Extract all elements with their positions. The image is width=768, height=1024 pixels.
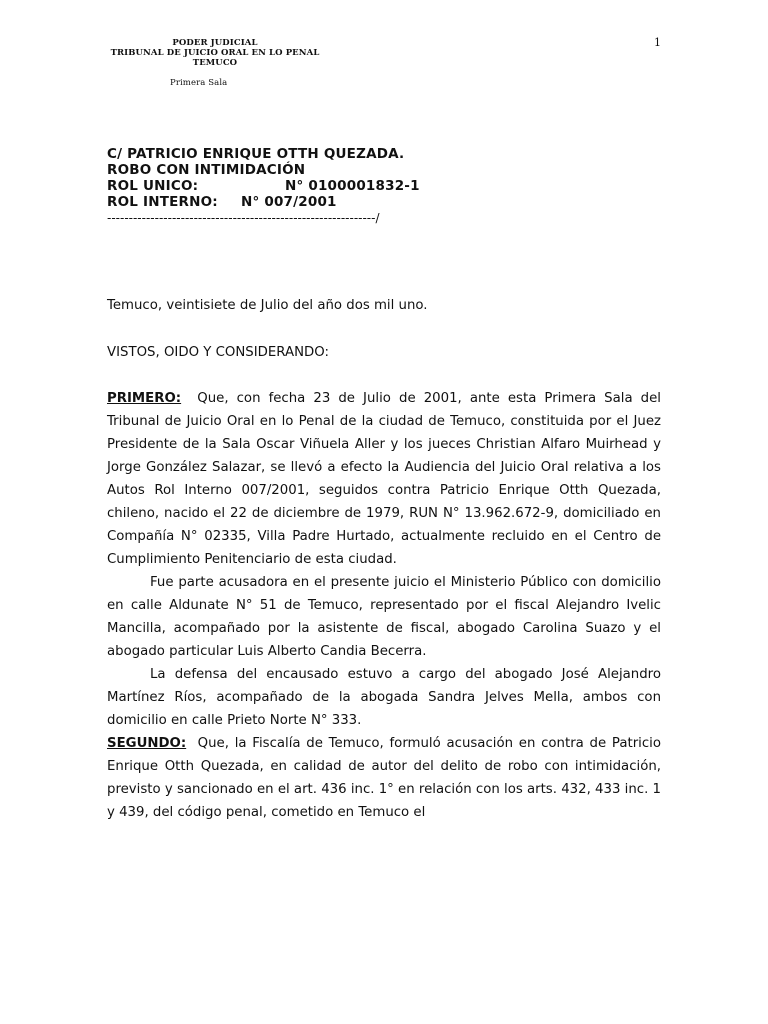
header-line-3: TEMUCO — [192, 58, 238, 68]
primero-label: PRIMERO: — [107, 391, 182, 406]
paragraph-primero — [107, 387, 661, 571]
header-line-2: TRIBUNAL DE JUICIO ORAL EN LO PENAL — [110, 48, 320, 58]
segundo-text: Que, la Fiscalía de Temuco, formuló acusación en contra de Patricio Enrique Otth Quezada, en calidad de autor del delito de robo con intimidación, previsto y sancionado en el art. 436 inc. 1° en relación con los arts. 432, 433 inc. 1 y 439, del código penal, cometido en Temuco el — [107, 736, 661, 820]
caption-rol-unico — [107, 178, 420, 194]
caption-rol-interno — [107, 194, 404, 210]
header-line-1: PODER JUDICIAL — [172, 38, 258, 48]
vistos-heading: VISTOS, OIDO Y CONSIDERANDO: — [107, 345, 330, 360]
sentence-body — [107, 387, 661, 824]
header-sala: Primera Sala — [170, 78, 228, 88]
rol-interno-label: ROL INTERNO: — [107, 194, 218, 210]
caption-crime: ROBO CON INTIMIDACIÓN — [107, 162, 306, 178]
paragraph-defensa: La defensa del encausado estuvo a cargo del abogado José Alejandro Martínez Ríos, acompañado de la abogada Sandra Jelves Mella, ambos con domicilio en calle Prieto Norte N° 333. — [107, 667, 661, 728]
date-line: Temuco, veintisiete de Julio del año dos mil uno. — [107, 298, 428, 313]
segundo-label: SEGUNDO: — [107, 736, 187, 751]
caption-separator: --------------------------------------------------------------/ — [107, 211, 380, 225]
rol-unico-label: ROL UNICO: — [107, 178, 199, 194]
page-number: 1 — [654, 36, 661, 49]
primero-text: Que, con fecha 23 de Julio de 2001, ante esta Primera Sala del Tribunal de Juicio Oral en lo Penal de la ciudad de Temuco, constituida por el Juez Presidente de la Sala Oscar Viñuela Aller y los jueces Christian Alfaro Muirhead y Jorge González Salazar, se llevó a efecto la Audiencia del Juicio Oral relativa a los Autos Rol Interno 007/2001, seguidos contra Patricio Enrique Otth Quezada, chileno, nacido el 22 de diciembre de 1979, RUN N° 13.962.672-9, domiciliado en Compañía N° 02335, Villa Padre Hurtado, actualmente recluido en el Centro de Cumplimiento Penitenciario de esta ciudad. — [107, 391, 661, 567]
rol-unico-value: N° 0100001832-1 — [285, 178, 420, 194]
caption-defendant: C/ PATRICIO ENRIQUE OTTH QUEZADA. — [107, 146, 405, 162]
paragraph-segundo — [107, 732, 661, 824]
paragraph-acusadora: Fue parte acusadora en el presente juicio el Ministerio Público con domicilio en calle Aldunate N° 51 de Temuco, representado por el fiscal Alejandro Ivelic Mancilla, acompañado por la asistente de fiscal, abogado Carolina Suazo y el abogado particular Luis Alberto Candia Becerra. — [107, 575, 661, 659]
court-header — [100, 38, 330, 88]
rol-interno-value: N° 007/2001 — [241, 194, 337, 210]
case-caption — [107, 146, 420, 226]
